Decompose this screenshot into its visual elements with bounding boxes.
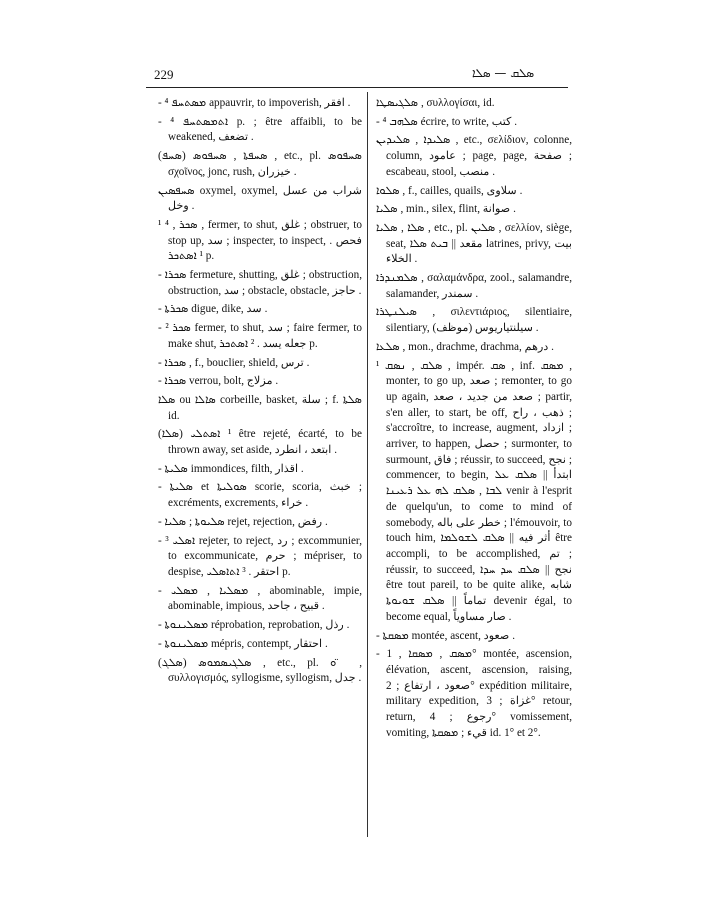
dictionary-entry: ܣܠܥܐ , mon., drachme, drachma, درهم .	[376, 340, 554, 353]
dictionary-entry: - ܡܣܩܬܐ montée, ascent, صعود .	[376, 629, 516, 642]
dictionary-entry: (ܣܠܐ) ¹ ܐܣܬܠܝ être rejeté, écarté, to be thrown away, set aside, ابتعد ، انطرد .	[158, 428, 362, 457]
dictionary-entry: - ܡܣܠܝܢܘܬܐ réprobation, reprobation, رذل .	[158, 619, 350, 632]
dictionary-entry: - ³ ܐܣܠܝ rejeter, to reject, رد ; excommunier, to excommunicate, حرم ; mépriser, to despise, احتقر . ³ ܐܬܐܣܠܝ p.	[158, 534, 362, 578]
dictionary-entry: - ܣܟܪܐ verrou, bolt, مزلاج .	[158, 375, 279, 388]
page-number: 229	[154, 67, 174, 82]
dictionary-entry: ܣܠܘܐ , f., cailles, quails, سلاوى .	[376, 184, 523, 197]
dictionary-entry: ¹ ܣܠܩ , ܢܣܩ , impér. ܣܩ , inf. ܡܣܩ , monter, to go up, صعد ; remonter, to go up again, صعد من جديد ، صعد ; partir, s'en aller, to start, be off, ذهب ، راح ; s'accroître, to increase, augment, ازداد ; arriver, to happen, حصل ; surmonter, to surmount, فاق ; réussir, to succeed, نجح ; commencer, to begin, ابتدأ || ܣܠܩ ܥܠ ܠܒܐ , ܣܠܩ ܠܗ ܥܠ ܪܥܝܢܐ venir à l'esprit de quelqu'un, to come to mind of somebody, خطر على باله ; l'émouvoir, to touch him, أثر فيه || ܣܠܩ ܠܫܘܠܡܐ être accompli, to be accomplished, تم ; réussir, to succeed, نجح || ܣܠܩ ܚܕ ܚܕܐ être tout pareil, to be quite alike, شابه تماماً || ܣܠܩ ܫܘܝܘܬܐ devenir égal, to become equal, صار مساوياً .	[376, 359, 573, 623]
dictionary-entry: ܣܚܦܣܝܢ oxymel, oxymel, شراب من عسل وخل .	[158, 184, 362, 213]
dictionary-entry: - ܡܣܠܝܢܘܬܐ mépris, contempt, احتقار .	[158, 637, 328, 650]
dictionary-entry: - ⁴ ܐܬܡܣܬܚܦ p. ; être affaibli, to be weakened, تضعف .	[158, 115, 362, 144]
dictionary-entry: ܣܠܐ ou ܣܐܠܐ corbeille, basket, سلة ; f. ܣܠܬܐ id.	[158, 393, 363, 422]
dictionary-entry: (ܣܚܦ) ܣܚܦܬܐ , ܣܚܦܘܣ , etc., pl. ܣܚܦܘܣ σχοῖνος, jonc, rush, خيزران .	[158, 150, 362, 178]
dictionary-entry: - ܡܣܬܚܦ ⁴ appauvrir, to impoverish, افقر .	[158, 97, 351, 109]
dictionary-entry: - ܡܣܠܝܐ , ܡܣܠܝ , abominable, impie, abominable, impious, قبيح ، جاحد .	[158, 584, 362, 613]
dictionary-entry: - ⁴ ܣܠܗܒ écrire, to write, كتب .	[376, 115, 518, 128]
dictionary-entry: - ܣܟܪܬܐ digue, dike, سد .	[158, 303, 268, 316]
dictionary-entry: - ² ܣܟܪ fermer, to shut, سد ; faire fermer, to make shut, جعله يسد . ² ܐܣܬܟܪ p.	[158, 322, 362, 350]
dictionary-entry: (ܣܠܓ) ܣܠܓܝܣܡܘܣ , etc., pl. ܘ ̈ , συλλογισμός, syllogisme, syllogism, جدل .	[158, 656, 362, 685]
dictionary-entry: ܣܠܐ , ܣܠܝܐ , etc., pl. ܣܠܝܢ , σελλίον, siège, seat, مقعد || ܒܝܬ ܣܠܐ latrines, privy, بيت الخلاء .	[376, 221, 572, 266]
dictionary-entry: ܣܠܝܕܐ , ܣܠܝܕܝܢ , etc., σελίδιον, colonne, column, عامود ; page, page, صفحة ; escabeau, stool, منصب .	[376, 134, 572, 178]
dictionary-entry: - ܡܣܩ , ܡܣܩܐ , 1° montée, ascension, élévation, ascent, ascension, raising, صعود ، ارتفاع ; 2° expédition militaire, military expedition, غزاة ; 3° retour, return, رجوع ; 4° vomissement, vomiting, قيء ; ܡܣܩܬܐ id. 1° et 2°.	[376, 648, 572, 739]
dictionary-entry: - ܣܟܪܐ fermeture, shutting, غلق ; obstruction, obstruction, سد ; obstacle, obstacle, حاجز .	[158, 269, 362, 297]
header-rule	[146, 87, 568, 88]
running-head: ܣܠܩ — ܣܠܐ	[472, 66, 535, 80]
dictionary-entry: ܣܠܓܝܣܛܐ , συλλογίσαι, id.	[376, 97, 495, 109]
dictionary-entry: ¹ ܣܟܪ , ⁴ , fermer, to shut, غلق ; obstruer, to stop up, سد ; inspecter, to inspect, فحص . ¹ ܐܣܬܟܪ p.	[158, 218, 362, 263]
dictionary-entry: - ܣܠܝܬܐ immondices, filth, اقذار .	[158, 462, 304, 475]
dictionary-entry: - ܣܠܝܬܐ et ܣܘܠܝܬܐ scorie, scoria, خبث ; excréments, excrements, خراء .	[158, 481, 362, 510]
dictionary-entry: - ܣܠܝܘܬܐ ; ܣܠܝܐ rejet, rejection, رفض .	[158, 515, 328, 528]
dictionary-entry: ܣܠܡܢܕܪܐ , σαλαμάνδρα, zool., salamandre, salamander, سمندر .	[376, 272, 572, 300]
dictionary-entry: ܣܠܝܐ , min., silex, flint, صوانة .	[376, 203, 516, 216]
right-column	[376, 96, 572, 744]
left-column	[158, 96, 362, 690]
dictionary-entry: ܣܝܠܢܛܪܐ , σιλεντιάριος, silentiaire, silentiary, سيلنتياريوس (موظف) .	[376, 306, 572, 335]
column-divider	[367, 92, 368, 837]
dictionary-entry: - ܣܟܪܐ , f., bouclier, shield, ترس .	[158, 356, 310, 369]
